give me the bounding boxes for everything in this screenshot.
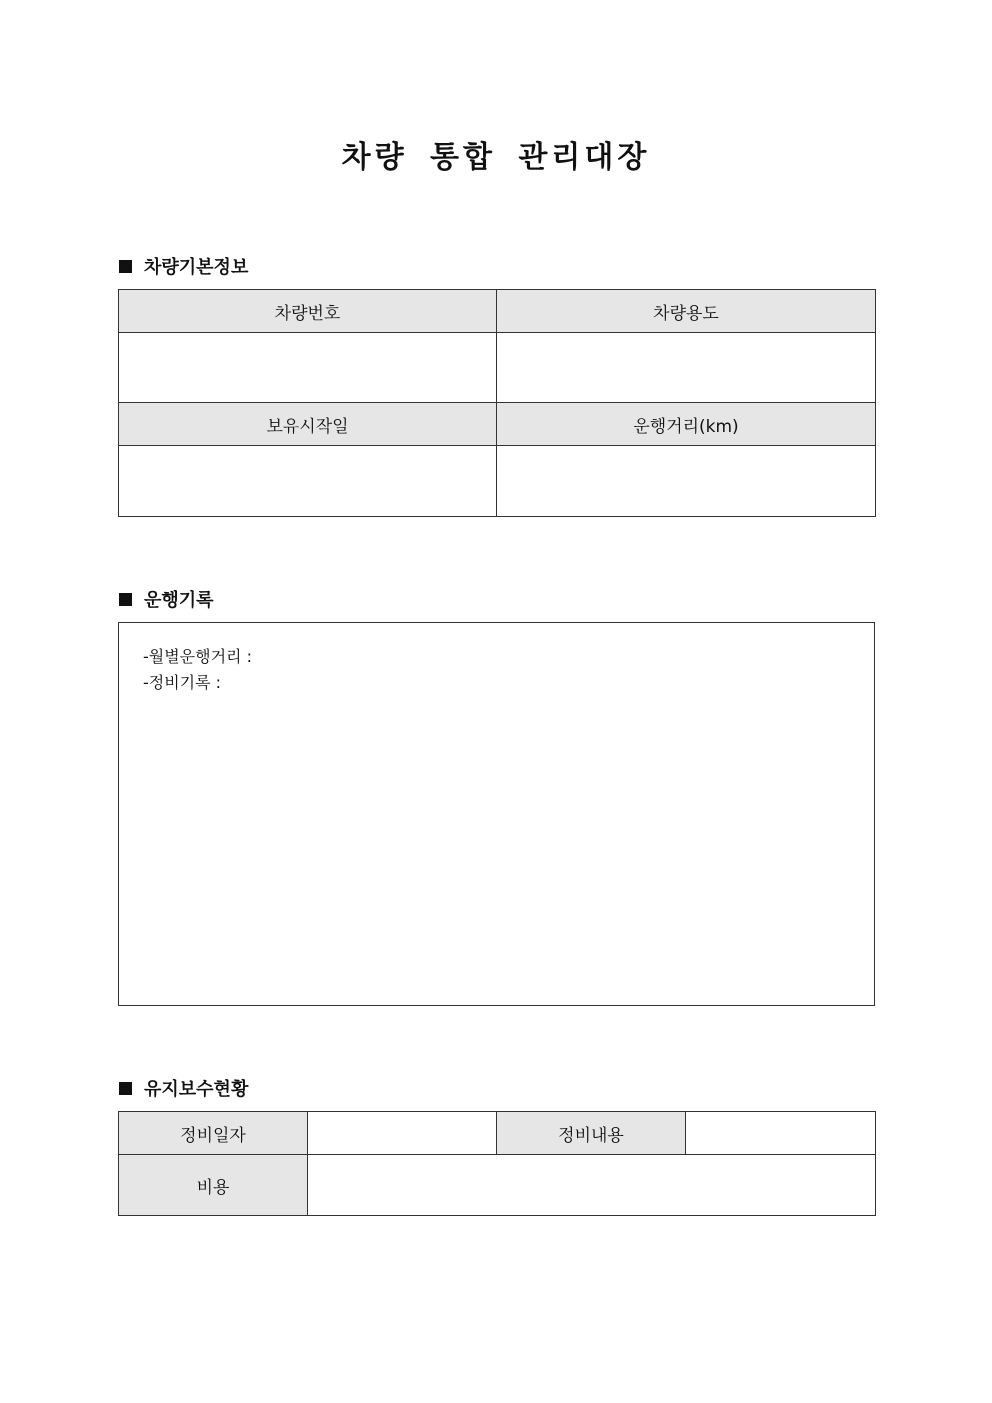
mileage-field[interactable] bbox=[497, 446, 876, 517]
possession-start-field[interactable] bbox=[119, 446, 497, 517]
mileage-label: 운행거리(km) bbox=[497, 403, 876, 446]
basic-info-table bbox=[118, 289, 876, 517]
page-title: 차량 통합 관리대장 bbox=[341, 140, 651, 175]
monthly-mileage-label: -월별운행거리 : bbox=[143, 647, 252, 666]
vehicle-number-label: 차량번호 bbox=[119, 290, 497, 333]
square-bullet-icon bbox=[119, 260, 132, 273]
square-bullet-icon bbox=[119, 593, 132, 606]
maintenance-record-label: -정비기록 : bbox=[143, 673, 222, 692]
section-heading-label: 운행기록 bbox=[144, 590, 214, 611]
section-heading-basic-info bbox=[119, 253, 248, 279]
section-heading-label: 차량기본정보 bbox=[144, 257, 249, 278]
square-bullet-icon bbox=[119, 1082, 132, 1095]
maintenance-content-field[interactable] bbox=[686, 1112, 876, 1155]
section-heading-operation-record bbox=[119, 586, 214, 612]
section-heading-maintenance-status bbox=[119, 1075, 248, 1101]
vehicle-purpose-field[interactable] bbox=[497, 333, 876, 403]
operation-record-box[interactable] bbox=[118, 622, 875, 1006]
maintenance-date-field[interactable] bbox=[308, 1112, 497, 1155]
maintenance-table bbox=[118, 1111, 876, 1216]
cost-field[interactable] bbox=[308, 1155, 876, 1216]
cost-label: 비용 bbox=[119, 1155, 308, 1216]
section-heading-label: 유지보수현황 bbox=[144, 1079, 249, 1100]
vehicle-purpose-label: 차량용도 bbox=[497, 290, 876, 333]
vehicle-number-field[interactable] bbox=[119, 333, 497, 403]
possession-start-label: 보유시작일 bbox=[119, 403, 497, 446]
maintenance-content-label: 정비내용 bbox=[497, 1112, 686, 1155]
maintenance-date-label: 정비일자 bbox=[119, 1112, 308, 1155]
